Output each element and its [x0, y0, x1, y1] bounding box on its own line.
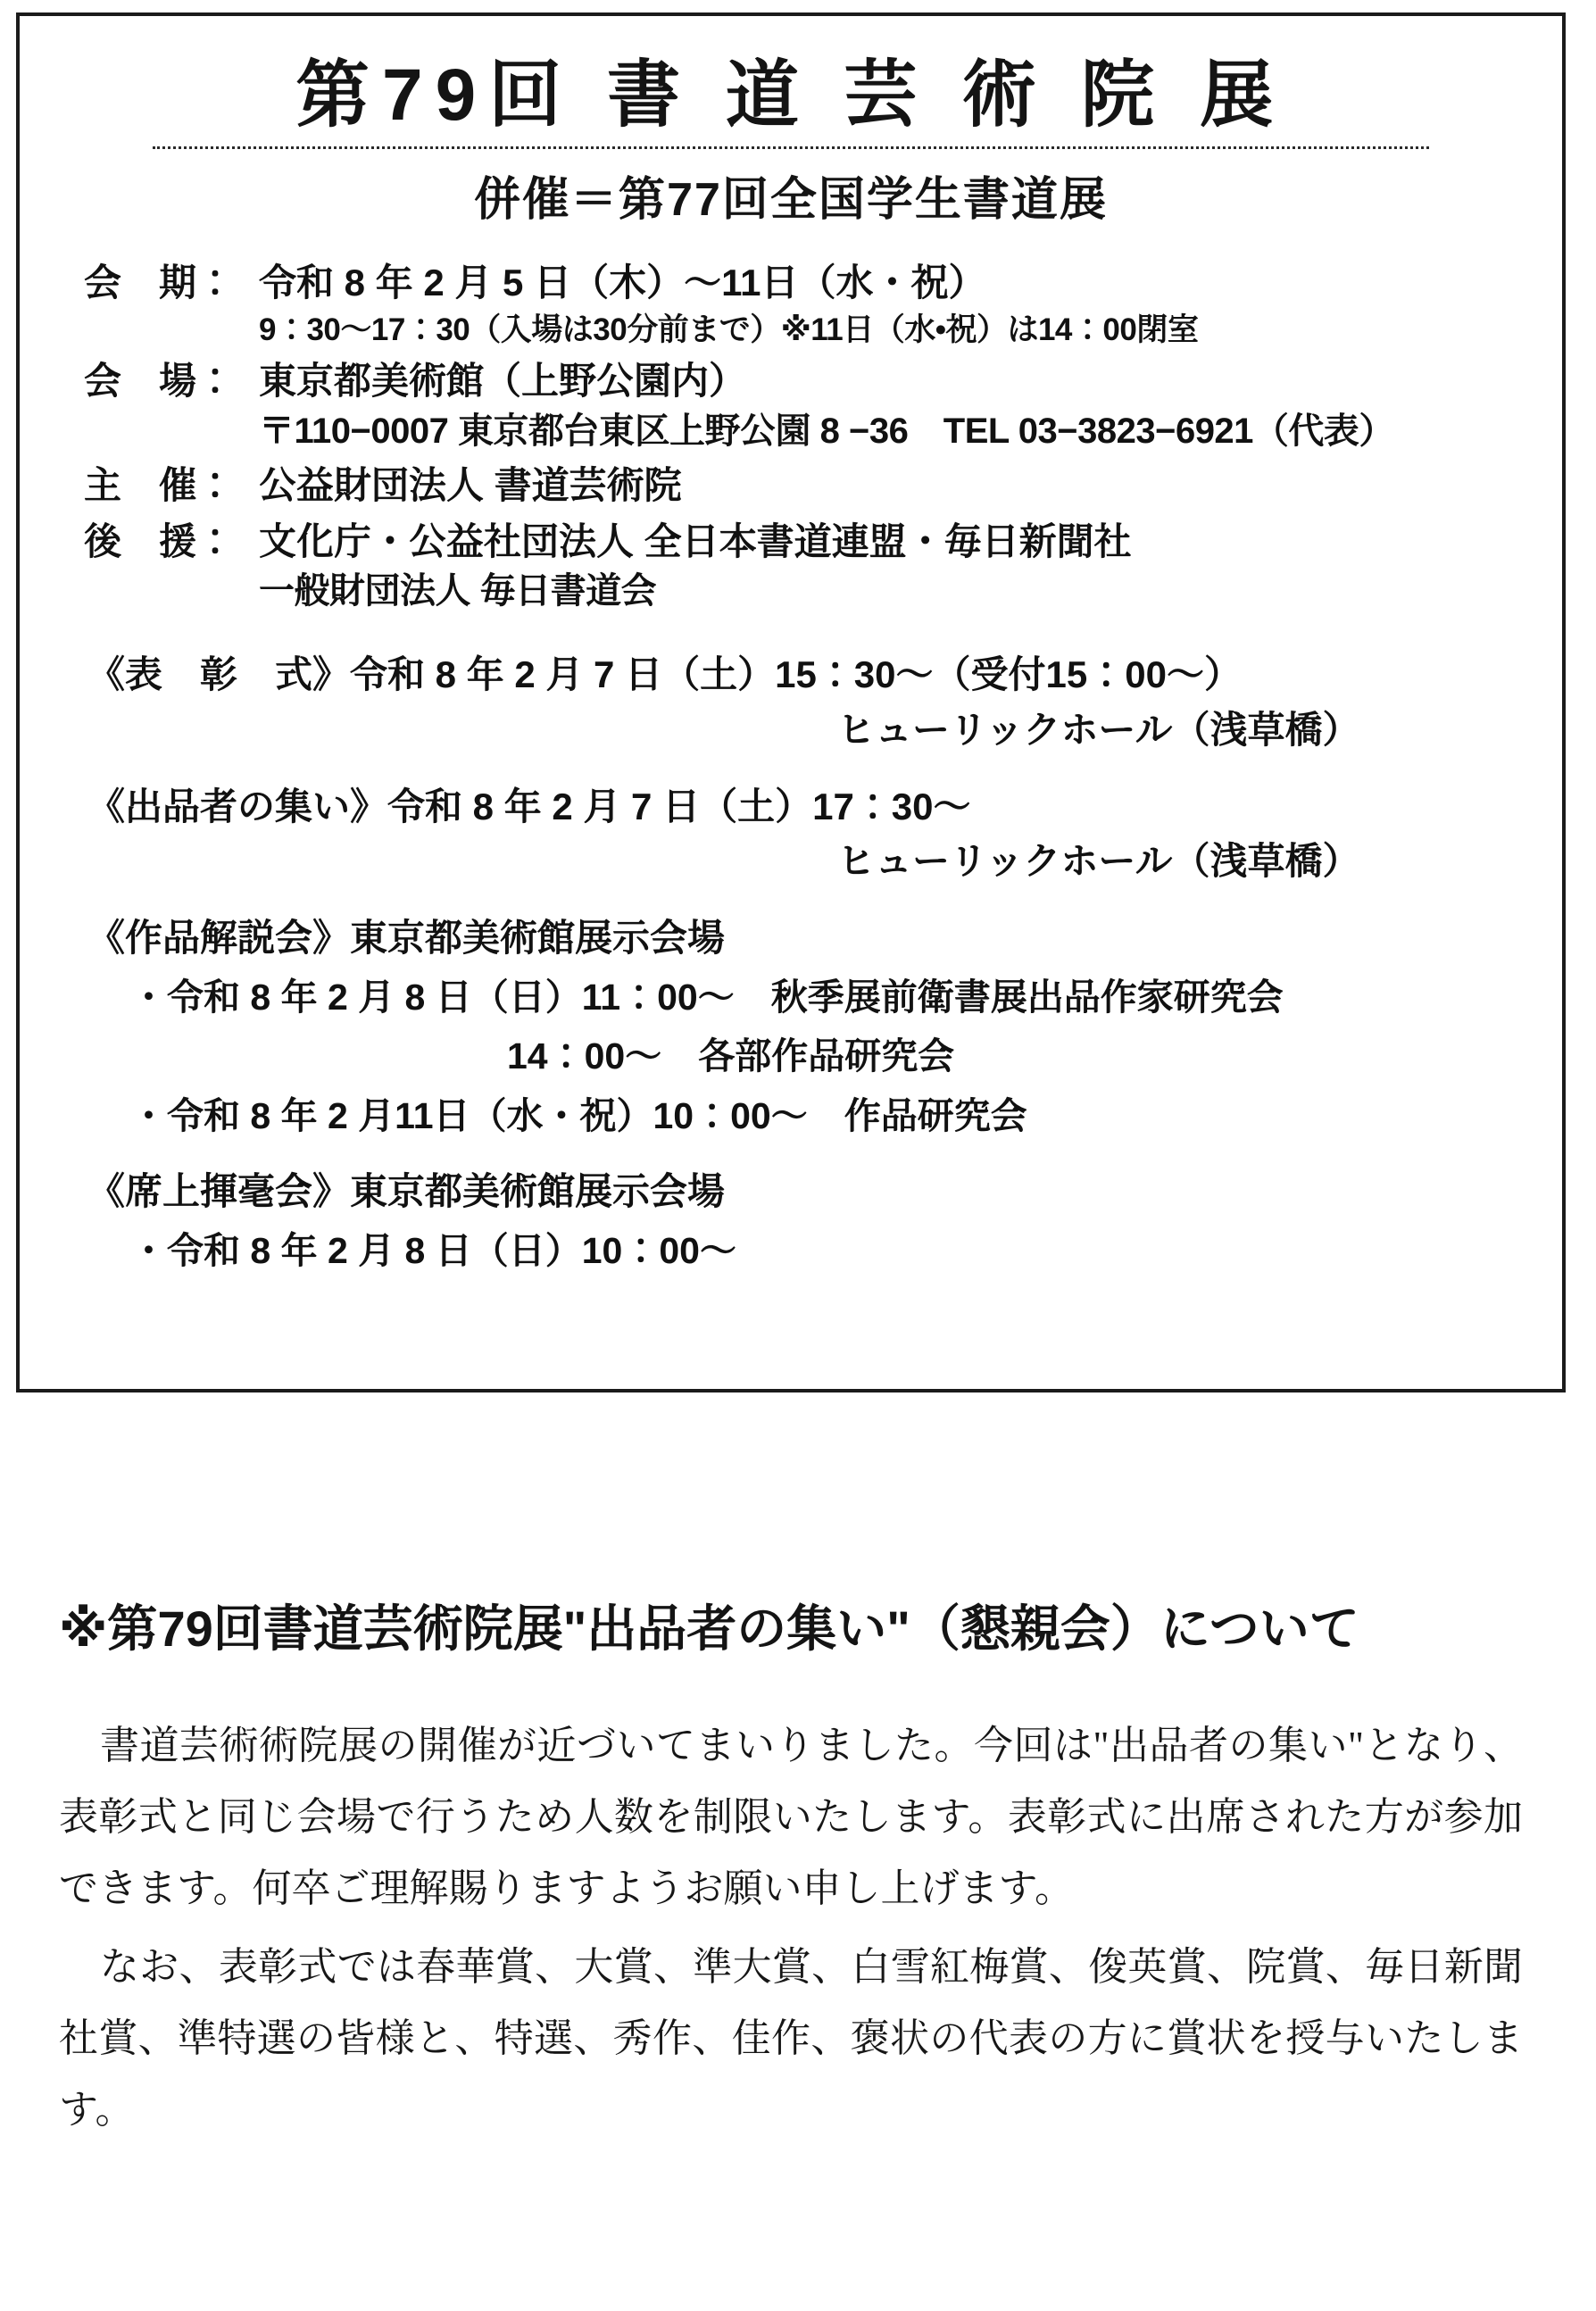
- info-value: [259, 517, 1532, 616]
- event-detail-line: ・令和 8 年 2 月11日（水・祝）10：00〜 作品研究会: [130, 1094, 1027, 1136]
- info-label: 会 場：: [84, 360, 235, 403]
- events-list: [87, 651, 1532, 1276]
- info-value-line1: 公益財団法人 書道芸術院: [259, 464, 682, 507]
- info-value: [259, 461, 1532, 511]
- event-award-ceremony: [87, 651, 1532, 755]
- event-work-commentary: [87, 914, 1532, 1141]
- info-value-line1: 文化庁・公益社団法人 全日本書道連盟・毎日新聞社: [259, 520, 1132, 562]
- event-heading: 《作品解説会》東京都美術館展示会場: [87, 917, 726, 960]
- info-value-line1: 令和 8 年 2 月 5 日（木）〜11日（水・祝）: [259, 262, 986, 304]
- page-title: 第79回 書 道 芸 術 院 展: [296, 54, 1285, 136]
- info-value: [259, 258, 1532, 351]
- article-body: [59, 1710, 1523, 2146]
- info-label: 後 援：: [84, 520, 235, 562]
- title-divider: [153, 146, 1429, 149]
- exhibition-notice-box: [16, 12, 1566, 1392]
- info-block: [84, 258, 1532, 615]
- page-subtitle: 併催＝第77回全国学生書道展: [474, 174, 1108, 227]
- article-section: [16, 1598, 1566, 2153]
- info-label: 主 催：: [84, 464, 235, 507]
- event-live-calligraphy: [87, 1168, 1532, 1276]
- info-value-line2: 9：30〜17：30（入場は30分前まで）※11日（水•祝）は14：00閉室: [259, 312, 1199, 348]
- notice-inner: [20, 16, 1562, 1276]
- info-row-period: [84, 258, 1532, 351]
- event-heading: 《出品者の集い》令和 8 年 2 月 7 日（土）17：30〜: [87, 785, 971, 827]
- info-row-organizer: [84, 461, 1532, 511]
- info-value-line2: 一般財団法人 毎日書道会: [259, 571, 657, 611]
- event-heading: 《席上揮毫会》東京都美術館展示会場: [87, 1170, 726, 1213]
- event-detail-line: ・令和 8 年 2 月 8 日（日）10：00〜: [130, 1229, 736, 1271]
- event-venue: ヒューリックホール（浅草橋）: [837, 840, 1360, 883]
- article-title: ※第79回書道芸術院展"出品者の集い"（懇親会）について: [59, 1600, 1359, 1657]
- info-value-line1: 東京都美術館（上野公園内）: [259, 360, 747, 403]
- info-row-venue: [84, 356, 1532, 455]
- event-detail-line: 14：00〜 各部作品研究会: [507, 1035, 955, 1077]
- info-value-line2: 〒110−0007 東京都台東区上野公園 8 −36 TEL 03−3823−6921（代表）: [259, 411, 1394, 452]
- event-heading: 《表 彰 式》令和 8 年 2 月 7 日（土）15：30〜（受付15：00〜）: [87, 653, 1242, 696]
- event-detail-line: ・令和 8 年 2 月 8 日（日）11：00〜 秋季展前衛書展出品作家研究会: [130, 976, 1284, 1018]
- event-exhibitors-gathering: [87, 783, 1532, 887]
- article-paragraph: なお、表彰式では春華賞、大賞、準大賞、白雪紅梅賞、俊英賞、院賞、毎日新聞社賞、準特選の皆様と、特選、秀作、佳作、褒状の代表の方に賞状を授与いたします。: [59, 1945, 1523, 2132]
- article-paragraph: 書道芸術術院展の開催が近づいてまいりました。今回は"出品者の集い"となり、表彰式と同じ会場で行うため人数を制限いたします。表彰式に出席された方が参加できます。何卒ご理解賜りますようお願い申し上げます。: [59, 1724, 1523, 1911]
- info-row-support: [84, 517, 1532, 616]
- event-venue: ヒューリックホール（浅草橋）: [837, 709, 1360, 752]
- info-label: 会 期：: [84, 262, 235, 304]
- info-value: [259, 356, 1532, 455]
